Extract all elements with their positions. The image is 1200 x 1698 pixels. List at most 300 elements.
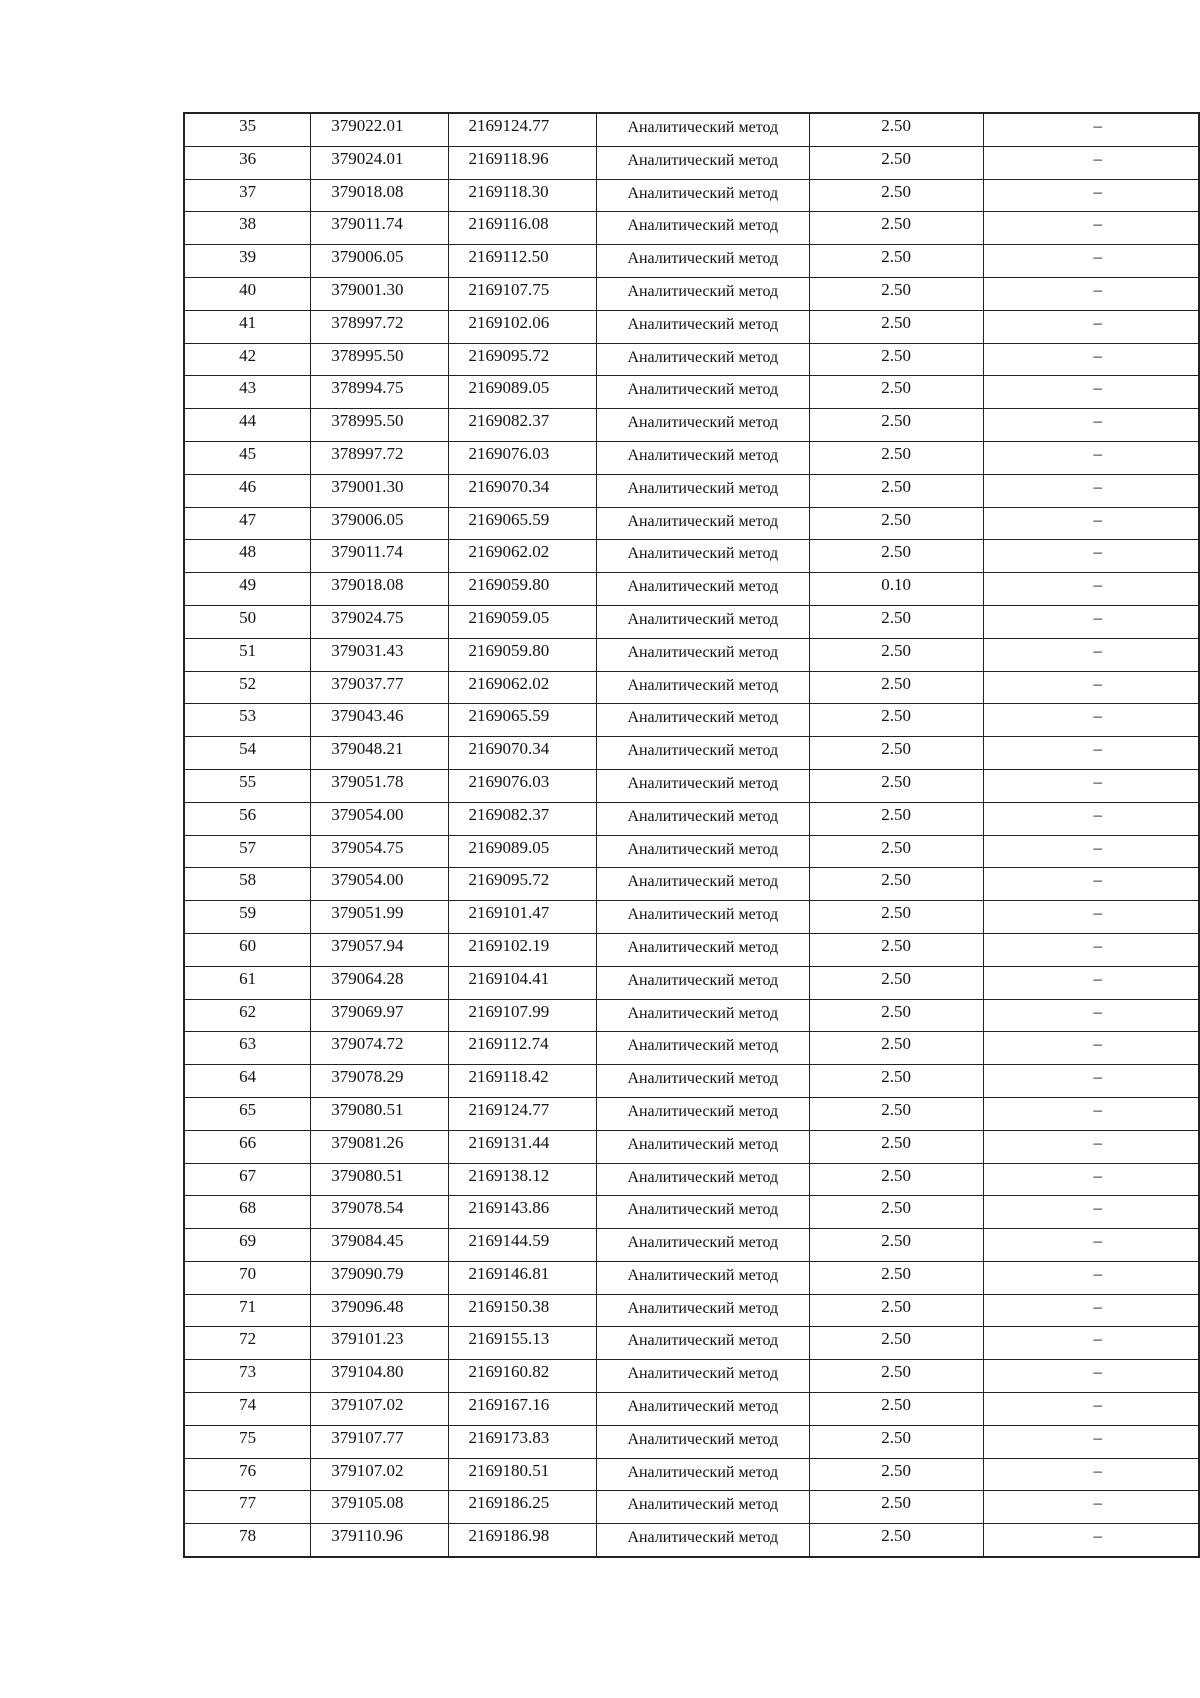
x-coordinate-cell: [311, 245, 448, 278]
point-number-cell-text: 60: [239, 935, 257, 955]
x-coordinate-cell-text: 379018.08: [331, 575, 404, 595]
note-cell-text: –: [1093, 968, 1102, 988]
y-coordinate-cell: [448, 277, 596, 310]
point-number-cell-text: 74: [239, 1395, 257, 1415]
note-cell: [983, 901, 1199, 934]
method-cell: [596, 1261, 809, 1294]
error-cell-text: 0.10: [881, 575, 912, 595]
x-coordinate-cell: [311, 179, 448, 212]
error-cell: [809, 409, 983, 442]
error-cell-text: 2.50: [881, 607, 912, 627]
table-row: [184, 474, 1199, 507]
point-number-cell: [184, 376, 311, 409]
table-row: [184, 441, 1199, 474]
point-number-cell: [184, 737, 311, 770]
method-cell: [596, 277, 809, 310]
point-number-cell-text: 53: [239, 706, 257, 726]
note-cell-text: –: [1093, 214, 1102, 234]
error-cell-text: 2.50: [881, 1198, 912, 1218]
y-coordinate-cell: [448, 343, 596, 376]
x-coordinate-cell-text: 379022.01: [331, 116, 404, 135]
x-coordinate-cell-text: 379107.02: [331, 1460, 404, 1480]
table-row: [184, 901, 1199, 934]
y-coordinate-cell: [448, 1360, 596, 1393]
x-coordinate-cell-text: 379078.54: [331, 1198, 404, 1218]
method-cell: [596, 409, 809, 442]
y-coordinate-cell: [448, 769, 596, 802]
point-number-cell-text: 47: [239, 509, 257, 529]
note-cell: [983, 507, 1199, 540]
y-coordinate-cell-text: 2169102.06: [468, 312, 550, 332]
table-row: [184, 409, 1199, 442]
error-cell-text: 2.50: [881, 542, 912, 562]
note-cell: [983, 1196, 1199, 1229]
x-coordinate-cell-text: 379069.97: [331, 1001, 404, 1021]
error-cell: [809, 704, 983, 737]
point-number-cell-text: 77: [239, 1493, 257, 1513]
method-cell: [596, 1065, 809, 1098]
method-cell: [596, 1360, 809, 1393]
method-cell-text: Аналитический метод: [627, 840, 779, 858]
point-number-cell-text: 62: [239, 1001, 257, 1021]
method-cell: [596, 835, 809, 868]
y-coordinate-cell-text: 2169104.41: [468, 968, 550, 988]
y-coordinate-cell-text: 2169173.83: [468, 1427, 550, 1447]
note-cell-text: –: [1093, 903, 1102, 923]
note-cell-text: –: [1093, 1362, 1102, 1382]
y-coordinate-cell: [448, 933, 596, 966]
x-coordinate-cell-text: 379081.26: [331, 1132, 404, 1152]
note-cell: [983, 573, 1199, 606]
note-cell-text: –: [1093, 312, 1102, 332]
table-row: [184, 1294, 1199, 1327]
note-cell-text: –: [1093, 509, 1102, 529]
y-coordinate-cell-text: 2169076.03: [468, 443, 550, 463]
y-coordinate-cell: [448, 376, 596, 409]
table-row: [184, 540, 1199, 573]
y-coordinate-cell: [448, 1458, 596, 1491]
note-cell: [983, 1425, 1199, 1458]
error-cell-text: 2.50: [881, 1362, 912, 1382]
method-cell: [596, 146, 809, 179]
error-cell: [809, 638, 983, 671]
point-number-cell-text: 36: [239, 148, 257, 168]
y-coordinate-cell: [448, 441, 596, 474]
method-cell-text: Аналитический метод: [627, 414, 779, 432]
point-number-cell: [184, 1032, 311, 1065]
note-cell-text: –: [1093, 1493, 1102, 1513]
point-number-cell: [184, 441, 311, 474]
note-cell: [983, 737, 1199, 770]
x-coordinate-cell: [311, 1393, 448, 1426]
y-coordinate-cell: [448, 868, 596, 901]
y-coordinate-cell-text: 2169107.75: [468, 279, 550, 299]
method-cell-text: Аналитический метод: [627, 1102, 779, 1120]
point-number-cell-text: 61: [239, 968, 257, 988]
note-cell: [983, 1360, 1199, 1393]
error-cell: [809, 966, 983, 999]
x-coordinate-cell: [311, 409, 448, 442]
table-row: [184, 605, 1199, 638]
error-cell: [809, 1163, 983, 1196]
y-coordinate-cell-text: 2169160.82: [468, 1362, 550, 1382]
point-number-cell: [184, 277, 311, 310]
point-number-cell: [184, 1097, 311, 1130]
table-row: [184, 1032, 1199, 1065]
x-coordinate-cell: [311, 1524, 448, 1557]
y-coordinate-cell: [448, 901, 596, 934]
point-number-cell-text: 37: [239, 181, 257, 201]
point-number-cell: [184, 573, 311, 606]
y-coordinate-cell: [448, 1032, 596, 1065]
note-cell: [983, 1491, 1199, 1524]
x-coordinate-cell: [311, 1327, 448, 1360]
method-cell: [596, 376, 809, 409]
method-cell: [596, 901, 809, 934]
method-cell: [596, 507, 809, 540]
y-coordinate-cell: [448, 835, 596, 868]
note-cell: [983, 179, 1199, 212]
point-number-cell-text: 63: [239, 1034, 257, 1054]
error-cell-text: 2.50: [881, 1493, 912, 1513]
method-cell: [596, 573, 809, 606]
x-coordinate-cell-text: 379006.05: [331, 247, 404, 267]
method-cell-text: Аналитический метод: [627, 1037, 779, 1055]
method-cell-text: Аналитический метод: [627, 446, 779, 464]
y-coordinate-cell: [448, 1294, 596, 1327]
y-coordinate-cell-text: 2169089.05: [468, 837, 550, 857]
point-number-cell: [184, 1327, 311, 1360]
method-cell-text: Аналитический метод: [627, 1070, 779, 1088]
note-cell: [983, 1032, 1199, 1065]
point-number-cell-text: 40: [239, 279, 257, 299]
x-coordinate-cell: [311, 507, 448, 540]
note-cell: [983, 1229, 1199, 1262]
method-cell: [596, 1229, 809, 1262]
x-coordinate-cell-text: 379074.72: [331, 1034, 404, 1054]
note-cell-text: –: [1093, 181, 1102, 201]
x-coordinate-cell-text: 379105.08: [331, 1493, 404, 1513]
error-cell: [809, 1327, 983, 1360]
table-row: [184, 1458, 1199, 1491]
method-cell-text: Аналитический метод: [627, 119, 779, 136]
y-coordinate-cell: [448, 113, 596, 146]
y-coordinate-cell: [448, 179, 596, 212]
x-coordinate-cell: [311, 1491, 448, 1524]
point-number-cell-text: 70: [239, 1263, 257, 1283]
point-number-cell: [184, 474, 311, 507]
x-coordinate-cell: [311, 671, 448, 704]
point-number-cell-text: 41: [239, 312, 257, 332]
table-row: [184, 573, 1199, 606]
error-cell: [809, 376, 983, 409]
method-cell-text: Аналитический метод: [627, 184, 779, 202]
table-row: [184, 1196, 1199, 1229]
y-coordinate-cell-text: 2169059.05: [468, 607, 550, 627]
x-coordinate-cell-text: 379051.99: [331, 903, 404, 923]
method-cell-text: Аналитический метод: [627, 348, 779, 366]
point-number-cell-text: 71: [239, 1296, 257, 1316]
table-row: [184, 835, 1199, 868]
coordinates-table-body: [184, 113, 1199, 1557]
method-cell-text: Аналитический метод: [627, 610, 779, 628]
note-cell-text: –: [1093, 247, 1102, 267]
y-coordinate-cell-text: 2169065.59: [468, 706, 550, 726]
method-cell: [596, 310, 809, 343]
error-cell-text: 2.50: [881, 1395, 912, 1415]
point-number-cell-text: 78: [239, 1526, 257, 1546]
x-coordinate-cell-text: 379064.28: [331, 968, 404, 988]
x-coordinate-cell-text: 378994.75: [331, 378, 404, 398]
note-cell: [983, 1524, 1199, 1557]
error-cell-text: 2.50: [881, 640, 912, 660]
x-coordinate-cell: [311, 933, 448, 966]
y-coordinate-cell: [448, 1163, 596, 1196]
error-cell-text: 2.50: [881, 116, 912, 135]
x-coordinate-cell: [311, 1097, 448, 1130]
note-cell: [983, 245, 1199, 278]
x-coordinate-cell: [311, 474, 448, 507]
method-cell: [596, 671, 809, 704]
method-cell-text: Аналитический метод: [627, 282, 779, 300]
method-cell: [596, 1294, 809, 1327]
error-cell: [809, 277, 983, 310]
method-cell: [596, 868, 809, 901]
point-number-cell: [184, 671, 311, 704]
y-coordinate-cell: [448, 1065, 596, 1098]
point-number-cell-text: 72: [239, 1329, 257, 1349]
point-number-cell: [184, 540, 311, 573]
point-number-cell: [184, 1065, 311, 1098]
y-coordinate-cell: [448, 409, 596, 442]
y-coordinate-cell: [448, 1327, 596, 1360]
y-coordinate-cell-text: 2169150.38: [468, 1296, 550, 1316]
point-number-cell-text: 50: [239, 607, 257, 627]
x-coordinate-cell: [311, 901, 448, 934]
method-cell: [596, 1130, 809, 1163]
note-cell-text: –: [1093, 378, 1102, 398]
error-cell-text: 2.50: [881, 935, 912, 955]
note-cell-text: –: [1093, 1132, 1102, 1152]
point-number-cell: [184, 409, 311, 442]
note-cell-text: –: [1093, 837, 1102, 857]
note-cell-text: –: [1093, 935, 1102, 955]
error-cell-text: 2.50: [881, 1001, 912, 1021]
y-coordinate-cell: [448, 1491, 596, 1524]
note-cell-text: –: [1093, 1329, 1102, 1349]
y-coordinate-cell: [448, 999, 596, 1032]
error-cell-text: 2.50: [881, 214, 912, 234]
method-cell-text: Аналитический метод: [627, 1398, 779, 1416]
method-cell: [596, 802, 809, 835]
note-cell-text: –: [1093, 1427, 1102, 1447]
x-coordinate-cell-text: 378995.50: [331, 411, 404, 431]
x-coordinate-cell-text: 379024.01: [331, 148, 404, 168]
note-cell: [983, 1458, 1199, 1491]
error-cell-text: 2.50: [881, 443, 912, 463]
x-coordinate-cell: [311, 310, 448, 343]
method-cell-text: Аналитический метод: [627, 479, 779, 497]
x-coordinate-cell: [311, 835, 448, 868]
point-number-cell-text: 73: [239, 1362, 257, 1382]
method-cell-text: Аналитический метод: [627, 578, 779, 596]
method-cell-text: Аналитический метод: [627, 250, 779, 268]
error-cell-text: 2.50: [881, 706, 912, 726]
point-number-cell: [184, 999, 311, 1032]
table-row: [184, 1163, 1199, 1196]
method-cell-text: Аналитический метод: [627, 1004, 779, 1022]
note-cell-text: –: [1093, 1296, 1102, 1316]
y-coordinate-cell-text: 2169118.96: [468, 148, 549, 168]
x-coordinate-cell: [311, 966, 448, 999]
note-cell-text: –: [1093, 575, 1102, 595]
error-cell: [809, 835, 983, 868]
table-row: [184, 1524, 1199, 1557]
note-cell-text: –: [1093, 1034, 1102, 1054]
table-row: [184, 1393, 1199, 1426]
note-cell: [983, 868, 1199, 901]
method-cell-text: Аналитический метод: [627, 807, 779, 825]
method-cell: [596, 1458, 809, 1491]
note-cell-text: –: [1093, 1067, 1102, 1087]
method-cell-text: Аналитический метод: [627, 1201, 779, 1219]
point-number-cell: [184, 605, 311, 638]
point-number-cell-text: 42: [239, 345, 257, 365]
x-coordinate-cell: [311, 1032, 448, 1065]
y-coordinate-cell-text: 2169124.77: [468, 1099, 550, 1119]
coordinates-table: [183, 112, 1200, 1558]
method-cell: [596, 212, 809, 245]
note-cell: [983, 1261, 1199, 1294]
point-number-cell-text: 57: [239, 837, 257, 857]
point-number-cell-text: 54: [239, 739, 257, 759]
point-number-cell-text: 67: [239, 1165, 257, 1185]
error-cell-text: 2.50: [881, 804, 912, 824]
x-coordinate-cell: [311, 638, 448, 671]
method-cell-text: Аналитический метод: [627, 315, 779, 333]
point-number-cell: [184, 179, 311, 212]
error-cell: [809, 1229, 983, 1262]
y-coordinate-cell: [448, 966, 596, 999]
point-number-cell: [184, 212, 311, 245]
point-number-cell: [184, 343, 311, 376]
table-row: [184, 1229, 1199, 1262]
note-cell: [983, 277, 1199, 310]
error-cell: [809, 802, 983, 835]
error-cell-text: 2.50: [881, 903, 912, 923]
method-cell: [596, 245, 809, 278]
y-coordinate-cell-text: 2169144.59: [468, 1231, 550, 1251]
error-cell: [809, 605, 983, 638]
method-cell: [596, 737, 809, 770]
x-coordinate-cell: [311, 1261, 448, 1294]
error-cell: [809, 1065, 983, 1098]
table-row: [184, 868, 1199, 901]
point-number-cell: [184, 933, 311, 966]
method-cell: [596, 113, 809, 146]
table-row: [184, 933, 1199, 966]
y-coordinate-cell: [448, 671, 596, 704]
note-cell: [983, 1097, 1199, 1130]
point-number-cell: [184, 1425, 311, 1458]
y-coordinate-cell-text: 2169131.44: [468, 1132, 550, 1152]
x-coordinate-cell: [311, 573, 448, 606]
table-row: [184, 802, 1199, 835]
error-cell: [809, 310, 983, 343]
y-coordinate-cell-text: 2169070.34: [468, 739, 550, 759]
x-coordinate-cell-text: 379054.00: [331, 804, 404, 824]
y-coordinate-cell-text: 2169062.02: [468, 673, 550, 693]
x-coordinate-cell-text: 379101.23: [331, 1329, 404, 1349]
x-coordinate-cell-text: 379018.08: [331, 181, 404, 201]
error-cell: [809, 868, 983, 901]
x-coordinate-cell: [311, 769, 448, 802]
point-number-cell: [184, 1393, 311, 1426]
note-cell: [983, 671, 1199, 704]
point-number-cell: [184, 1458, 311, 1491]
error-cell-text: 2.50: [881, 870, 912, 890]
error-cell-text: 2.50: [881, 1034, 912, 1054]
y-coordinate-cell: [448, 573, 596, 606]
y-coordinate-cell: [448, 1524, 596, 1557]
error-cell-text: 2.50: [881, 739, 912, 759]
x-coordinate-cell-text: 379043.46: [331, 706, 404, 726]
point-number-cell-text: 68: [239, 1198, 257, 1218]
note-cell: [983, 540, 1199, 573]
table-row: [184, 1130, 1199, 1163]
error-cell: [809, 1261, 983, 1294]
note-cell-text: –: [1093, 1198, 1102, 1218]
note-cell: [983, 769, 1199, 802]
x-coordinate-cell-text: 379024.75: [331, 607, 404, 627]
y-coordinate-cell-text: 2169062.02: [468, 542, 550, 562]
point-number-cell-text: 65: [239, 1099, 257, 1119]
x-coordinate-cell-text: 378997.72: [331, 312, 404, 332]
x-coordinate-cell: [311, 737, 448, 770]
note-cell: [983, 474, 1199, 507]
y-coordinate-cell: [448, 1130, 596, 1163]
y-coordinate-cell: [448, 802, 596, 835]
table-row: [184, 146, 1199, 179]
note-cell-text: –: [1093, 607, 1102, 627]
x-coordinate-cell: [311, 212, 448, 245]
error-cell: [809, 901, 983, 934]
note-cell-text: –: [1093, 771, 1102, 791]
table-row: [184, 277, 1199, 310]
note-cell-text: –: [1093, 1231, 1102, 1251]
note-cell-text: –: [1093, 673, 1102, 693]
table-row: [184, 507, 1199, 540]
x-coordinate-cell-text: 378995.50: [331, 345, 404, 365]
note-cell: [983, 212, 1199, 245]
y-coordinate-cell-text: 2169059.80: [468, 640, 550, 660]
error-cell: [809, 540, 983, 573]
x-coordinate-cell-text: 379054.00: [331, 870, 404, 890]
y-coordinate-cell-text: 2169107.99: [468, 1001, 550, 1021]
x-coordinate-cell: [311, 999, 448, 1032]
point-number-cell: [184, 113, 311, 146]
note-cell-text: –: [1093, 411, 1102, 431]
x-coordinate-cell: [311, 1425, 448, 1458]
note-cell: [983, 409, 1199, 442]
point-number-cell-text: 49: [239, 575, 257, 595]
error-cell-text: 2.50: [881, 312, 912, 332]
method-cell-text: Аналитический метод: [627, 1496, 779, 1514]
method-cell-text: Аналитический метод: [627, 938, 779, 956]
point-number-cell: [184, 1524, 311, 1557]
note-cell: [983, 1163, 1199, 1196]
x-coordinate-cell-text: 379096.48: [331, 1296, 404, 1316]
